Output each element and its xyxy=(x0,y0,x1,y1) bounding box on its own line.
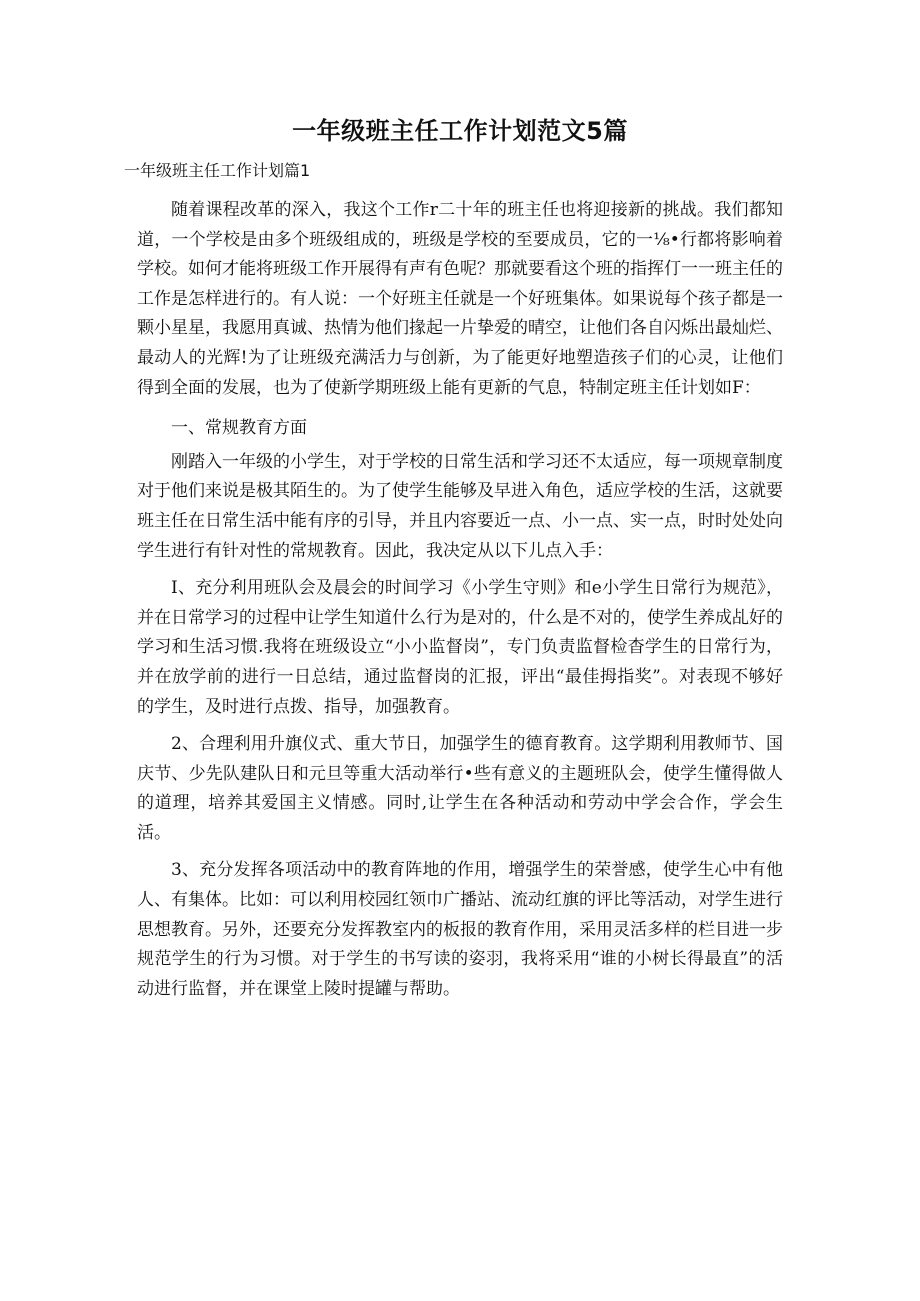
section-intro-paragraph: 刚踏入一年级的小学生，对于学校的日常生活和学习还不太适应，每一项规章制度对于他们来说是极其陌生的。为了使学生能够及早进入角色，适应学校的生活，这就要班主任在日常生活中能有序的引导，并且内容要近一点、小一点、实一点，时时处处向学生进行有针对性的常规教育。因此，我决定从以下儿点入手： xyxy=(137,451,783,561)
document-body xyxy=(137,196,783,1004)
section-heading: 一、常规教育方面 xyxy=(171,418,307,439)
list-item-1: I、充分利用班队会及晨会的时间学习《小学生守则》和e小学生日常行为规范》，并在日常学习的过程中让学生知道什么行为是对的，什么是不对的，使学生养成乩好的学习和生活习惯.我将在班级设立“小小监督岗”，专门负责监督检杳学生的日常行为，并在放学前的进行一日总结，通过监督岗的汇报，评出“最佳拇指奖”。对表现不够好的学生，及时进行点拨、指导，加强教育。 xyxy=(137,578,783,717)
intro-paragraph: 随着课程改革的深入，我这个工作r二十年的班主任也将迎接新的挑战。我们都知道，一个学校是由多个班级组成的，班级是学校的至要成员，它的一⅛•行都将影响着学校。如何才能将班级工作开展得有声有色呢？那就要看这个班的指挥仃一一班主任的工作是怎样进行的。有人说：一个好班主任就是一个好班集体。如果说每个孩子都是一颗小星星，我愿用真诚、热情为他们掾起一片挚爱的晴空，让他们各自闪烁出最灿烂、最动人的光辉!为了让班级充满活力与创新，为了能更好地塑造孩子们的心灵，让他们得到全面的发展，也为了使新学期班级上能有更新的气息，特制定班主任计划如F： xyxy=(137,200,783,398)
plan-subtitle: 一年级班主任工作计划篇1 xyxy=(124,161,311,180)
list-item-2: 2、合理利用升旗仪式、重大节日，加强学生的德育教育。这学期利用教师节、国庆节、少先队建队日和元旦等重大活动举行•些有意义的主题班队会，使学生懂得做人的道理，培养其爱国主义情感。同时,让学生在各种活动和劳动中学会合作，学会生活。 xyxy=(137,734,783,843)
document-title: 一年级班主任工作计划范文5篇 xyxy=(292,117,628,145)
list-item-3: 3、充分发挥各项活动中的教育阵地的作用，增强学生的荣誉感，使学生心中有他人、有集体。比如：可以利用校园红领巾广播站、流动红旗的评比等活动，对学生进行思想教育。另外，还要充分发挥教室内的板报的教育作用，采用灵活多样的栏目进一步规范学生的行为习惯。对于学生的书写读的姿羽，我将采用“谁的小树长得最直”的活动进行监督，并在课堂上陵时提罐与帮助。 xyxy=(137,860,783,999)
